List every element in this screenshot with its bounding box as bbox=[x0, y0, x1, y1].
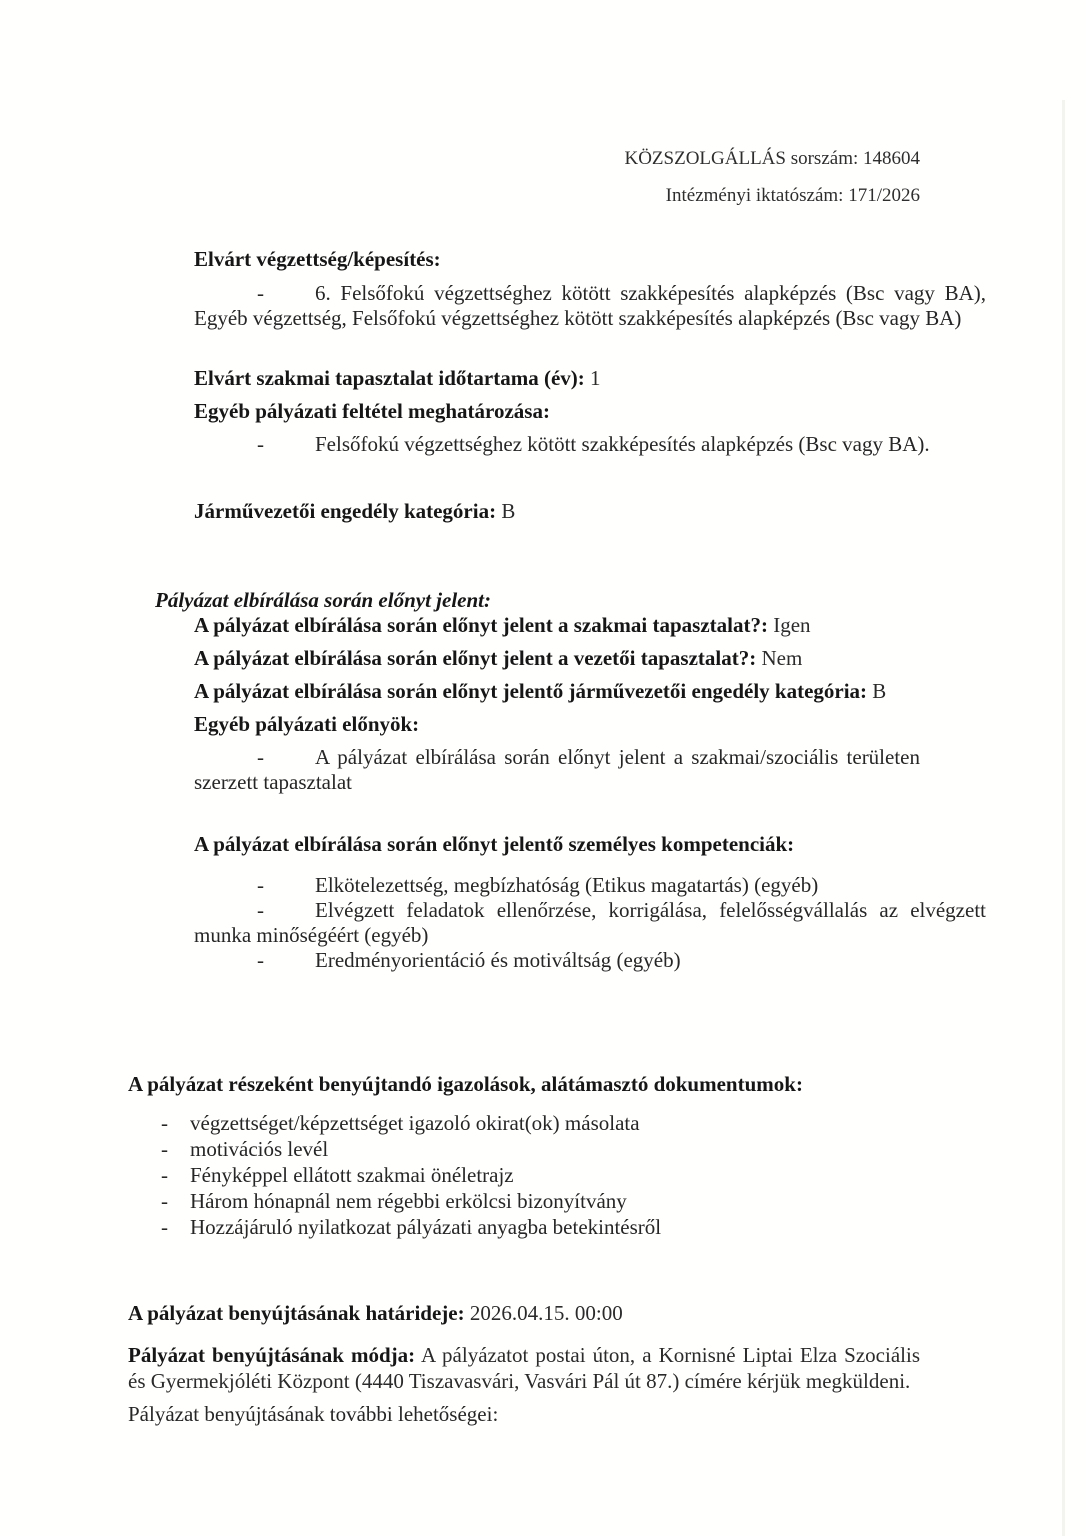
other-condition-heading: Egyéb pályázati feltétel meghatározása: bbox=[194, 399, 550, 423]
driving-license-value: B bbox=[501, 499, 516, 523]
other-condition-item-text: Felsőfokú végzettséghez kötött szakképesítés alapképzés (Bsc vagy BA). bbox=[315, 432, 930, 456]
list-item bbox=[194, 873, 986, 898]
experience-duration-field bbox=[194, 365, 986, 391]
scan-artifact bbox=[1062, 100, 1065, 1536]
list-item bbox=[128, 1214, 920, 1240]
section-competencies bbox=[128, 830, 986, 973]
document-item-text: Három hónapnál nem régebbi erkölcsi bizonyítvány bbox=[190, 1189, 627, 1213]
list-item bbox=[128, 1188, 920, 1214]
bullet-dash: - bbox=[161, 1215, 168, 1239]
registry-number-value: 171/2026 bbox=[848, 185, 920, 206]
experience-duration-value: 1 bbox=[590, 366, 601, 390]
other-advantages-heading: Egyéb pályázati előnyök: bbox=[194, 712, 420, 736]
competencies-heading: A pályázat elbírálása során előnyt jelentő személyes kompetenciák: bbox=[194, 832, 795, 856]
professional-experience-label: A pályázat elbírálása során előnyt jelent a szakmai tapasztalat?: bbox=[194, 613, 768, 637]
leadership-experience-label: A pályázat elbírálása során előnyt jelent a vezetői tapasztalat?: bbox=[194, 646, 757, 670]
bullet-dash: - bbox=[161, 1189, 168, 1213]
list-item bbox=[194, 898, 986, 948]
advantage-driving-license-field bbox=[194, 678, 920, 704]
qualification-item-text: 6. Felsőfokú végzettséghez kötött szakképesítés alapképzés (Bsc vagy BA), Egyéb végzettség, Felsőfokú végzettséghez kötött szakképesítés alapképzés (Bsc vagy BA) bbox=[194, 281, 986, 330]
section-documents bbox=[128, 1070, 920, 1240]
competency-item-text: Eredményorientáció és motiváltság (egyéb) bbox=[315, 948, 681, 972]
document-item-text: Fényképpel ellátott szakmai önéletrajz bbox=[190, 1163, 514, 1187]
professional-experience-value: Igen bbox=[773, 613, 811, 637]
section-submission bbox=[128, 1300, 920, 1427]
bullet-dash: - bbox=[161, 1111, 168, 1135]
bullet-dash: - bbox=[257, 432, 264, 456]
driving-license-field bbox=[194, 498, 986, 524]
document-header bbox=[128, 140, 920, 214]
document-item-text: motivációs levél bbox=[190, 1137, 329, 1161]
submission-method-value: A pályázatot postai úton, a Kornisné Liptai Elza Szociális és Gyermekjóléti Központ (4440 Tiszavasvári, Vasvári Pál út 87.) címére kérjük megküldeni. bbox=[128, 1343, 920, 1393]
driving-license-label: Járművezetői engedély kategória: bbox=[194, 499, 497, 523]
bullet-dash: - bbox=[257, 873, 264, 897]
bullet-dash: - bbox=[161, 1163, 168, 1187]
list-item bbox=[194, 432, 986, 457]
document-item-text: végzettséget/képzettséget igazoló okirat(ok) másolata bbox=[190, 1111, 640, 1135]
deadline-label: A pályázat benyújtásának határideje: bbox=[128, 1301, 465, 1325]
section-driving-license bbox=[128, 498, 986, 524]
advantage-driving-license-value: B bbox=[872, 679, 887, 703]
advantages-fields bbox=[128, 612, 920, 795]
deadline-value: 2026.04.15. 00:00 bbox=[469, 1301, 623, 1325]
serial-number-label: KÖZSZOLGÁLLÁS sorszám: bbox=[624, 148, 859, 169]
bullet-dash: - bbox=[257, 948, 264, 972]
list-item bbox=[194, 948, 986, 973]
bullet-dash: - bbox=[161, 1137, 168, 1161]
list-item bbox=[128, 1110, 920, 1136]
documents-heading: A pályázat részeként benyújtandó igazolások, alátámasztó dokumentumok: bbox=[128, 1072, 803, 1096]
list-item bbox=[194, 281, 986, 331]
bullet-dash: - bbox=[257, 745, 264, 769]
submission-other-line: Pályázat benyújtásának további lehetőségei: bbox=[128, 1402, 499, 1426]
leadership-experience-field bbox=[194, 645, 920, 671]
competency-item-text: Elvégzett feladatok ellenőrzése, korrigálása, felelősségvállalás az elvégzett munka minőségéért (egyéb) bbox=[194, 898, 986, 947]
section-experience bbox=[128, 365, 986, 457]
serial-number-value: 148604 bbox=[863, 148, 920, 169]
leadership-experience-value: Nem bbox=[761, 646, 803, 670]
submission-method-field bbox=[128, 1342, 920, 1394]
professional-experience-field bbox=[194, 612, 920, 638]
qualifications-heading: Elvárt végzettség/képesítés: bbox=[194, 247, 441, 271]
registry-number-label: Intézményi iktatószám: bbox=[665, 185, 844, 206]
bullet-dash: - bbox=[257, 898, 264, 922]
experience-duration-label: Elvárt szakmai tapasztalat időtartama (év): bbox=[194, 366, 585, 390]
serial-number-line bbox=[128, 140, 920, 177]
section-qualifications bbox=[128, 245, 986, 331]
section-advantages bbox=[128, 588, 920, 795]
list-item bbox=[128, 1162, 920, 1188]
competency-item-text: Elkötelezettség, megbízhatóság (Etikus magatartás) (egyéb) bbox=[315, 873, 819, 897]
list-item bbox=[128, 1136, 920, 1162]
registry-number-line bbox=[128, 177, 920, 214]
other-advantage-item-text: A pályázat elbírálása során előnyt jelent a szakmai/szociális területen szerzett tapasztalat bbox=[194, 745, 920, 794]
submission-method-label: Pályázat benyújtásának módja: bbox=[128, 1343, 416, 1367]
bullet-dash: - bbox=[257, 281, 264, 305]
deadline-field bbox=[128, 1300, 920, 1326]
advantage-driving-license-label: A pályázat elbírálása során előnyt jelentő járművezetői engedély kategória: bbox=[194, 679, 868, 703]
document-item-text: Hozzájáruló nyilatkozat pályázati anyagba betekintésről bbox=[190, 1215, 662, 1239]
advantages-heading: Pályázat elbírálása során előnyt jelent: bbox=[155, 588, 491, 612]
list-item bbox=[194, 745, 920, 795]
